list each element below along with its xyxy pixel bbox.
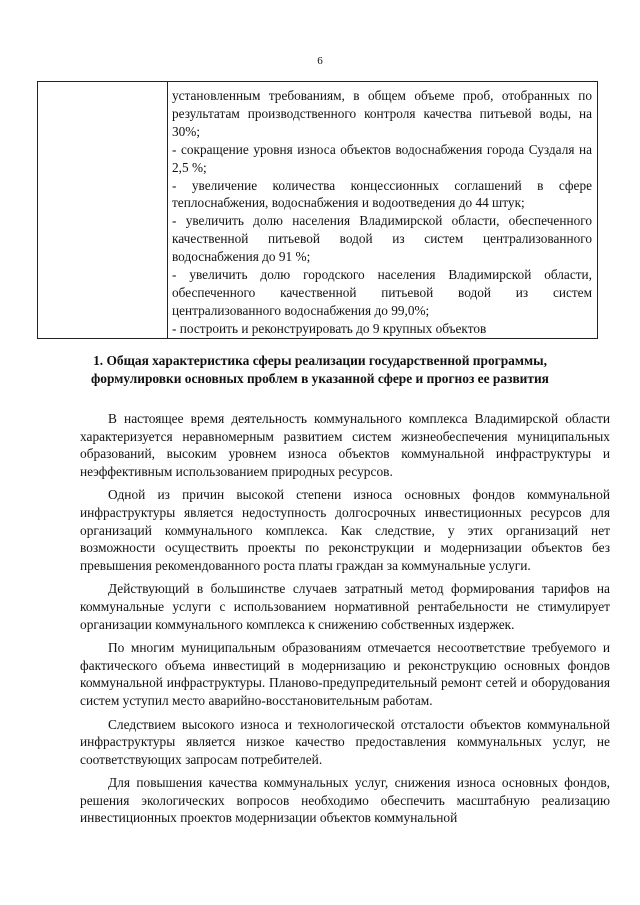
table-item: - увеличить долю населения Владимирской области, обеспеченного качественной питьевой водой из систем централизованного водоснабжения до 91 %; [172, 213, 592, 265]
page-number: 6 [317, 55, 323, 67]
paragraph: По многим муниципальным образованиям отмечается несоответствие требуемого и фактического объема инвестиций в модернизацию и реконструкцию основных фондов коммунальной инфраструктуры. Планово-предупредительный ремонт сетей и оборудования систем уступил место аварийно-восстановительным работам. [80, 640, 610, 708]
section-body [80, 410, 610, 833]
table-item: - построить и реконструировать до 9 крупных объектов [172, 320, 487, 336]
paragraph: В настоящее время деятельность коммунального комплекса Владимирской области характеризуется неравномерным развитием систем жизнеобеспечения муниципальных образований, высоким уровнем износа объектов коммунальной инфраструктуры и неэффективным использованием природных ресурсов. [80, 411, 610, 479]
section-title: 1. Общая характеристика сферы реализации государственной программы, формулировки основных проблем в указанной сфере и прогноз ее развития [91, 353, 549, 386]
table-right-cell [168, 82, 597, 338]
indicators-table [37, 81, 598, 339]
table-item: установленным требованиям, в общем объеме проб, отобранных по результатам производственного контроля качества питьевой воды, на 30%; [172, 88, 592, 139]
table-item: - увеличение количества концессионных соглашений в сфере теплоснабжения, водоснабжения и водоотведения до 44 штук; [172, 177, 592, 211]
paragraph: Действующий в большинстве случаев затратный метод формирования тарифов на коммунальные услуги с использованием нормативной рентабельности не стимулирует организации коммунального комплекса к снижению собственных издержек. [80, 581, 610, 632]
table-left-cell [38, 82, 168, 338]
paragraph: Следствием высокого износа и технологической отсталости объектов коммунальной инфраструктуры является низкое качество предоставления коммунальных услуг, не соответствующих запросам потребителей. [80, 716, 610, 767]
paragraph: Для повышения качества коммунальных услуг, снижения износа основных фондов, решения экологических вопросов необходимо обеспечить масштабную реализацию инвестиционных проектов модернизации объектов коммунальной [80, 775, 610, 826]
paragraph: Одной из причин высокой степени износа основных фондов коммунальной инфраструктуры является недоступность долгосрочных инвестиционных ресурсов для организаций коммунального комплекса. Как следствие, у этих организаций нет возможности осуществить проекты по реконструкции и модернизации объектов без превышения рекомендованного роста платы граждан за коммунальные услуги. [80, 487, 610, 573]
table-item: - увеличить долю городского населения Владимирской области, обеспеченного качественной питьевой водой из систем централизованного водоснабжения до 99,0%; [172, 267, 592, 318]
table-item: - сокращение уровня износа объектов водоснабжения города Суздаля на 2,5 %; [172, 141, 592, 175]
